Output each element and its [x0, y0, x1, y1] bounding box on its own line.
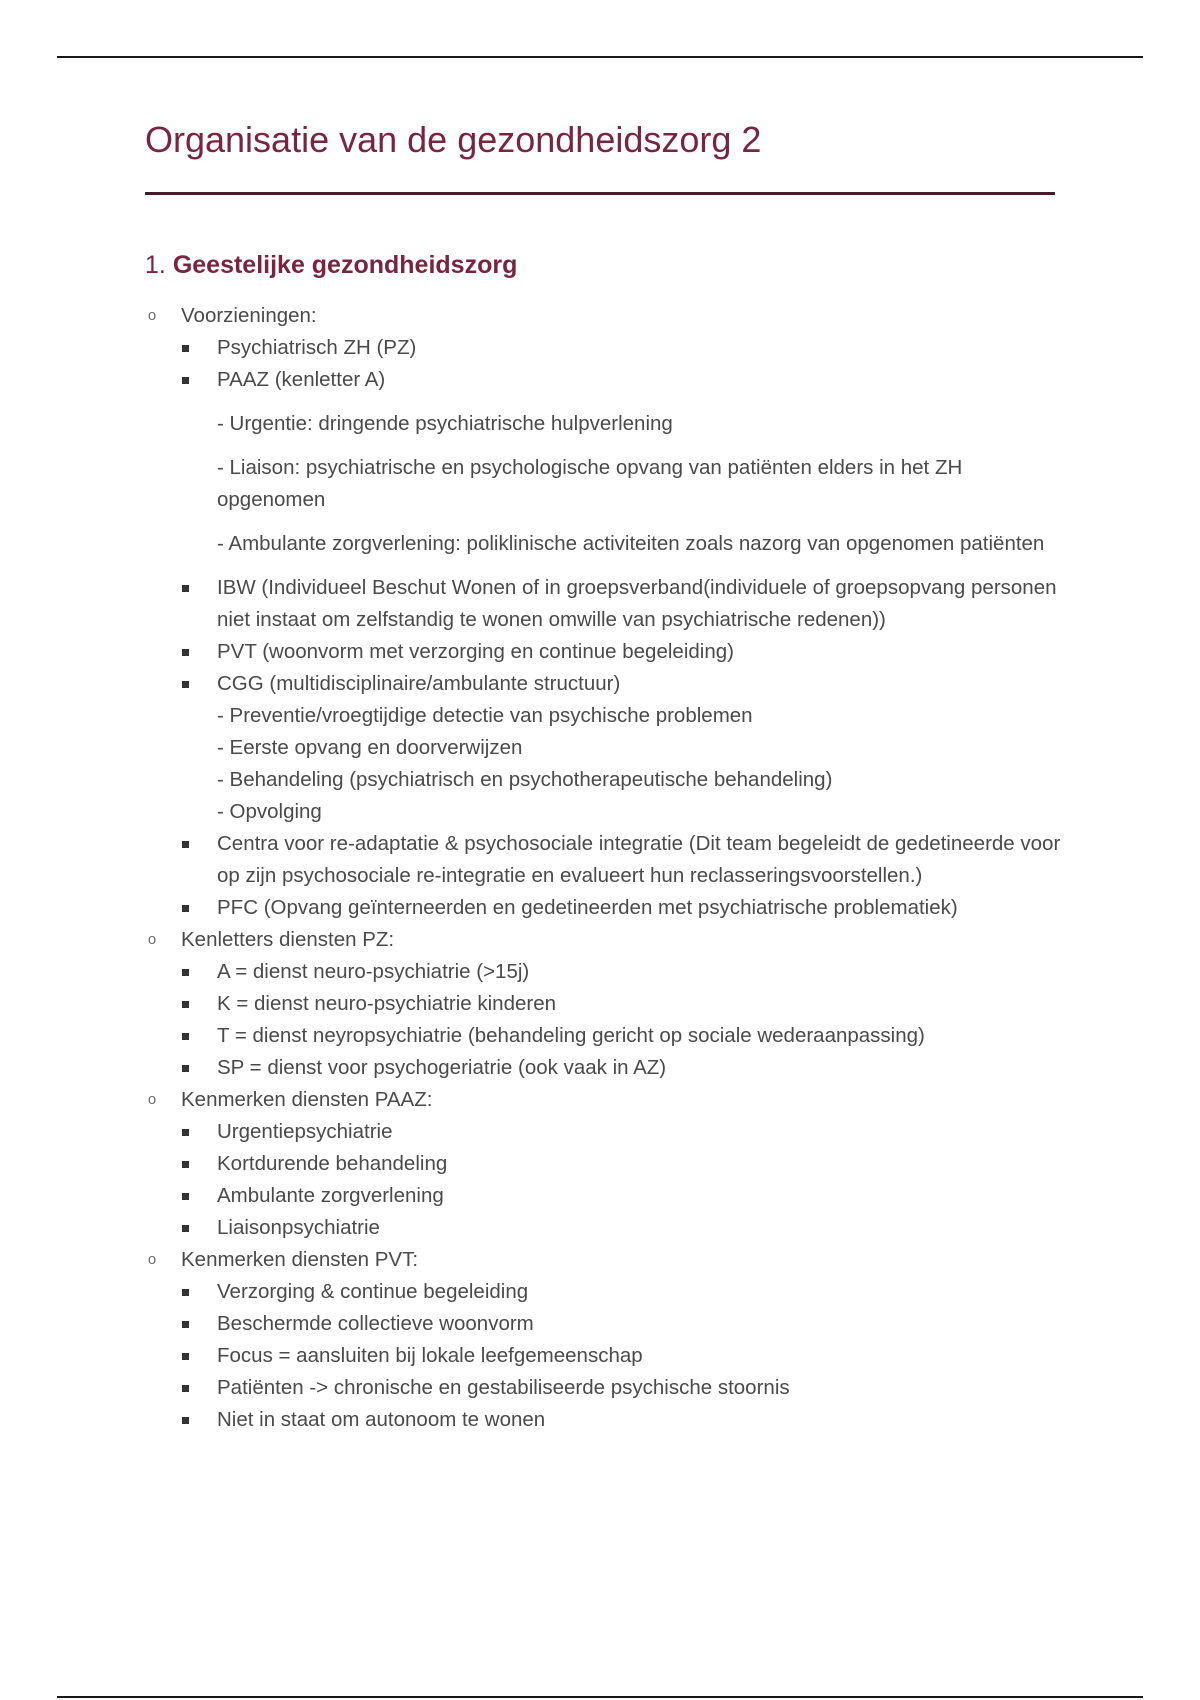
- item-text: PVT (woonvorm met verzorging en continue begeleiding): [217, 640, 734, 663]
- square-bullet-icon: [182, 1289, 189, 1296]
- item-text: Niet in staat om autonoom te wonen: [217, 1408, 546, 1431]
- item-text: PAAZ (kenletter A): [217, 368, 386, 391]
- item-text: Centra voor re-adaptatie & psychosociale integratie (Dit team begeleidt de gedetineerde voor op zijn psychosociale re-integratie en evalueert hun reclasseringsvoorstellen.): [217, 832, 1061, 887]
- list-item: [145, 1244, 1065, 1276]
- item-text: Verzorging & continue begeleiding: [217, 1280, 529, 1303]
- square-bullet-icon: [182, 1193, 189, 1200]
- list-item: [145, 1372, 1065, 1404]
- cgg-sub-item: - Eerste opvang en doorverwijzen: [217, 736, 523, 759]
- square-bullet-icon: [182, 1033, 189, 1040]
- document-body: [145, 300, 1065, 1436]
- paaz-paragraph: - Urgentie: dringende psychiatrische hulpverlening: [217, 412, 673, 435]
- item-text: Kortdurende behandeling: [217, 1152, 448, 1175]
- square-bullet-icon: [182, 681, 189, 688]
- square-bullet-icon: [182, 841, 189, 848]
- list-item: [145, 828, 1065, 892]
- list-item: [145, 1116, 1065, 1148]
- circle-bullet-icon: o: [147, 307, 157, 324]
- list-item: [145, 1180, 1065, 1212]
- footer-rule: [57, 1696, 1143, 1698]
- cgg-sub-item: - Opvolging: [217, 800, 322, 823]
- square-bullet-icon: [182, 969, 189, 976]
- list-item: [145, 1148, 1065, 1180]
- item-text: Liaisonpsychiatrie: [217, 1216, 380, 1239]
- square-bullet-icon: [182, 905, 189, 912]
- list-item: [145, 1084, 1065, 1116]
- square-bullet-icon: [182, 377, 189, 384]
- item-text: Psychiatrisch ZH (PZ): [217, 336, 417, 359]
- paaz-paragraph: - Ambulante zorgverlening: poliklinische activiteiten zoals nazorg van opgenomen patiënten: [217, 532, 1045, 555]
- circle-bullet-icon: o: [147, 1091, 157, 1108]
- square-bullet-icon: [182, 1385, 189, 1392]
- section-number: 1.: [145, 251, 166, 279]
- item-text: IBW (Individueel Beschut Wonen of in groepsverband(individuele of groepsopvang personen niet instaat om zelfstandig te wonen omwille van psychiatrische redenen)): [217, 576, 1057, 631]
- square-bullet-icon: [182, 1129, 189, 1136]
- item-text: Patiënten -> chronische en gestabiliseerde psychische stoornis: [217, 1376, 790, 1399]
- list-item: [145, 636, 1065, 668]
- list-item: [145, 300, 1065, 332]
- item-text: A = dienst neuro-psychiatrie (>15j): [217, 960, 530, 983]
- list-item: [145, 1020, 1065, 1052]
- item-text: Ambulante zorgverlening: [217, 1184, 444, 1207]
- section-heading: [145, 250, 517, 280]
- document-title: Organisatie van de gezondheidszorg 2: [145, 119, 762, 160]
- cgg-sub-item: - Behandeling (psychiatrisch en psychotherapeutische behandeling): [217, 768, 833, 791]
- list-item: [145, 668, 1065, 700]
- header-rule: [57, 56, 1143, 58]
- section-name: Geestelijke gezondheidszorg: [172, 251, 518, 279]
- circle-bullet-icon: o: [147, 1251, 157, 1268]
- square-bullet-icon: [182, 1001, 189, 1008]
- item-text: SP = dienst voor psychogeriatrie (ook vaak in AZ): [217, 1056, 667, 1079]
- square-bullet-icon: [182, 1321, 189, 1328]
- paaz-paragraph: - Liaison: psychiatrische en psychologische opvang van patiënten elders in het ZH opgenomen: [217, 456, 963, 511]
- item-text: Focus = aansluiten bij lokale leefgemeenschap: [217, 1344, 643, 1367]
- list-item: [145, 1404, 1065, 1436]
- item-text: PFC (Opvang geïnterneerden en gedetineerden met psychiatrische problematiek): [217, 896, 958, 919]
- square-bullet-icon: [182, 1225, 189, 1232]
- item-text: K = dienst neuro-psychiatrie kinderen: [217, 992, 557, 1015]
- square-bullet-icon: [182, 345, 189, 352]
- list-item: [145, 1212, 1065, 1244]
- cgg-sub-item: - Preventie/vroegtijdige detectie van psychische problemen: [217, 704, 753, 727]
- square-bullet-icon: [182, 1065, 189, 1072]
- item-text: Urgentiepsychiatrie: [217, 1120, 393, 1143]
- item-text: T = dienst neyropsychiatrie (behandeling gericht op sociale wederaanpassing): [217, 1024, 925, 1047]
- group-label: Kenletters diensten PZ:: [181, 928, 395, 951]
- list-item: [145, 1052, 1065, 1084]
- square-bullet-icon: [182, 1161, 189, 1168]
- list-item: [145, 924, 1065, 956]
- title-underline: [145, 192, 1055, 195]
- group-label: Kenmerken diensten PAAZ:: [181, 1088, 433, 1111]
- item-text: Beschermde collectieve woonvorm: [217, 1312, 534, 1335]
- list-item: [145, 1340, 1065, 1372]
- square-bullet-icon: [182, 649, 189, 656]
- square-bullet-icon: [182, 1417, 189, 1424]
- list-item: [145, 572, 1065, 636]
- circle-bullet-icon: o: [147, 931, 157, 948]
- list-item: [145, 1308, 1065, 1340]
- list-item: [145, 1276, 1065, 1308]
- square-bullet-icon: [182, 585, 189, 592]
- group-label: Voorzieningen:: [181, 304, 317, 327]
- list-item: [145, 364, 1065, 396]
- list-item: [145, 988, 1065, 1020]
- square-bullet-icon: [182, 1353, 189, 1360]
- item-text: CGG (multidisciplinaire/ambulante structuur): [217, 672, 621, 695]
- group-label: Kenmerken diensten PVT:: [181, 1248, 419, 1271]
- list-item: [145, 332, 1065, 364]
- list-item: [145, 892, 1065, 924]
- list-item: [145, 956, 1065, 988]
